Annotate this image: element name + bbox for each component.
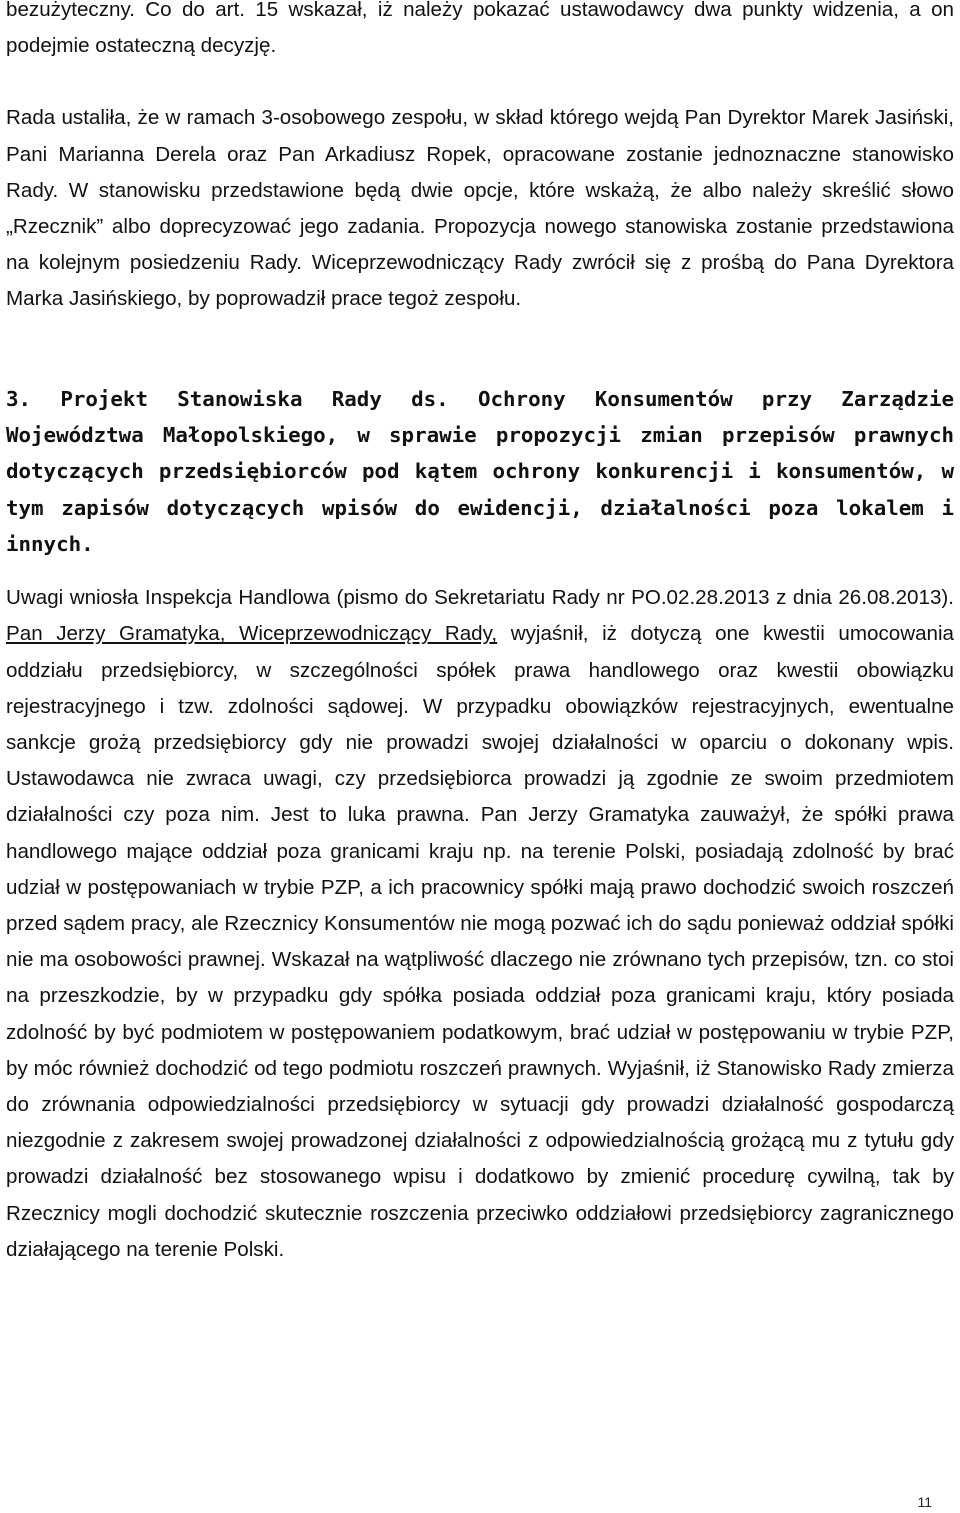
remarks-intro-text: Uwagi wniosła Inspekcja Handlowa (pismo do Sekretariatu Rady nr PO.02.28.2013 z dnia 26.08.2013). [6, 586, 954, 610]
remarks-body-text: wyjaśnił, iż dotyczą one kwestii umocowania oddziału przedsiębiorcy, w szczególności spółek prawa handlowego oraz kwestii obowiązku rejestracyjnego i tzw. zdolności sądowej. W przypadku obowiązków rejestracyjnych, ewentualne sankcje grożą przedsiębiorcy gdy nie prowadzi swojej działalności w oparciu o dokonany wpis. Ustawodawca nie zwraca uwagi, czy przedsiębiorca prowadzi ją zgodnie ze swoim przedmiotem działalności czy poza nim. Jest to luka prawna. Pan Jerzy Gramatyka zauważył, że spółki prawa handlowego mające oddział poza granicami kraju np. na terenie Polski, posiadają zdolność by brać udział w postępowaniach w trybie PZP, a ich pracownicy spółki mają prawo dochodzić swoich roszczeń przed sądem pracy, ale Rzecznicy Konsumentów nie mogą pozwać ich do sądu ponieważ oddział spółki nie ma osobowości prawnej. Wskazał na wątpliwość dlaczego nie zrównano tych przepisów, tzn. co stoi na przeszkodzie, by w przypadku gdy spółka posiada oddział poza granicami kraju, który posiada zdolność by być podmiotem w postępowaniem podatkowym, brać udział w postępowaniu w trybie PZP, by móc również dochodzić od tego podmiotu roszczeń prawnych. Wyjaśnił, iż Stanowisko Rady zmierza do zrównania odpowiedzialności przedsiębiorcy w sytuacji gdy prowadzi działalność gospodarczą niezgodnie z zakresem swojej prowadzonej działalności z odpowiedzialnością grożącą mu z tytułu gdy prowadzi działalność bez stosowanego wpisu i dodatkowo by zmienić procedurę cywilną, tak by Rzecznicy mogli dochodzić skutecznie roszczenia przeciwko oddziałowi przedsiębiorcy zagranicznego działającego na terenie Polski. [6, 622, 955, 1261]
remarks-paragraph [6, 580, 954, 1268]
page-number: 11 [917, 1494, 932, 1510]
council-decision-paragraph: Rada ustaliła, że w ramach 3-osobowego zespołu, w skład którego wejdą Pan Dyrektor Marek Jasiński, Pani Marianna Derela oraz Pan Arkadiusz Ropek, opracowane zostanie jednoznaczne stanowisko Rady. W stanowisku przedstawione będą dwie opcje, które wskażą, że albo należy skreślić słowo „Rzecznik” albo doprecyzować jego zadania. Propozycja nowego stanowiska zostanie przedstawiona na kolejnym posiedzeniu Rady. Wiceprzewodniczący Rady zwrócił się z prośbą do Pana Dyrektora Marka Jasińskiego, by poprowadził prace tegoż zespołu. [6, 106, 954, 311]
section-heading: 3. Projekt Stanowiska Rady ds. Ochrony Konsumentów przy Zarządzie Województwa Małopolskiego, w sprawie propozycji zmian przepisów prawnych dotyczących przedsiębiorców pod kątem ochrony konkurencji i konsumentów, w tym zapisów dotyczących wpisów do ewidencji, działalności poza lokalem i innych. [6, 386, 954, 556]
intro-paragraph: bezużyteczny. Co do art. 15 wskazał, iż należy pokazać ustawodawcy dwa punkty widzenia, a on podejmie ostateczną decyzję. [6, 0, 954, 58]
speaker-underlined-name: Pan Jerzy Gramatyka, Wiceprzewodniczący Rady, [6, 622, 498, 646]
document-page [6, 0, 954, 1268]
